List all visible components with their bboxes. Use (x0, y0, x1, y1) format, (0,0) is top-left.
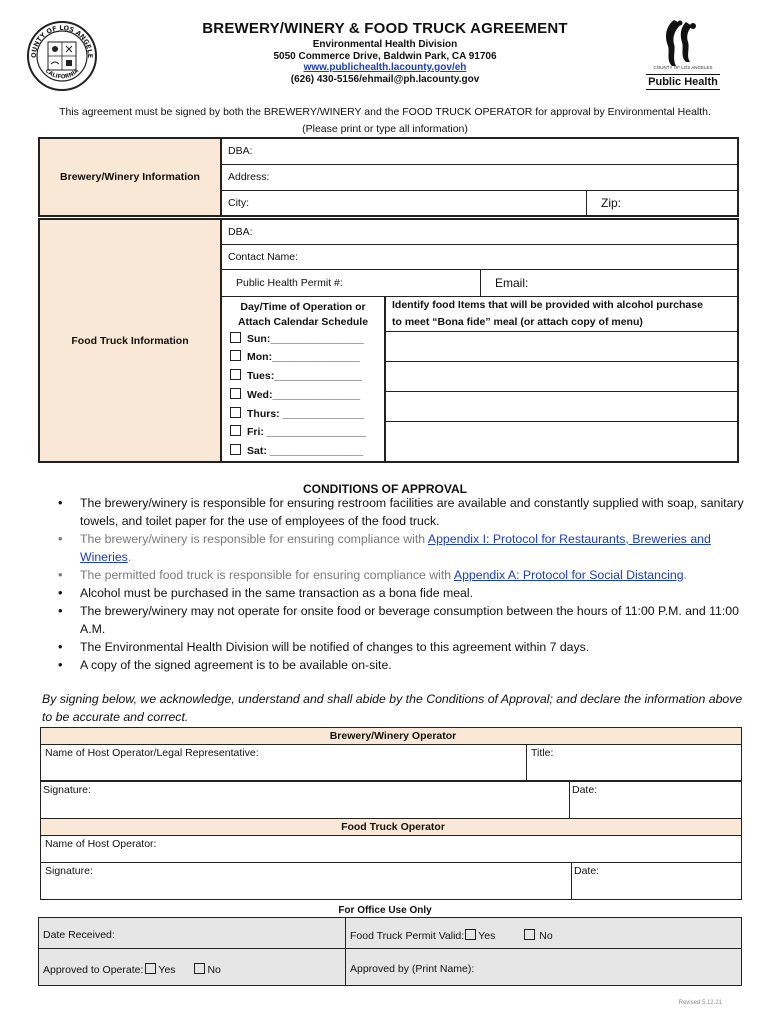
checkbox-sat[interactable] (230, 444, 241, 455)
truck-operator-signature-label: Signature: (45, 865, 93, 877)
food-truck-info-label: Food Truck Information (39, 219, 221, 462)
truck-email-field[interactable] (481, 270, 738, 296)
brewery-zip-field[interactable] (587, 190, 739, 216)
truck-operator-signature-field[interactable] (41, 863, 572, 900)
permit-valid-field (346, 918, 742, 949)
division-address: 5050 Commerce Drive, Baldwin Park, CA 91706 (273, 51, 497, 62)
truck-operator-heading: Food Truck Operator (41, 819, 742, 836)
food-items-title-line1: Identify food Items that will be provided with alcohol purchase (392, 298, 703, 311)
condition-item: • The Environmental Health Division will be notified of changes to this agreement within 7 days. (58, 638, 748, 656)
truck-contact-field[interactable] (221, 244, 738, 269)
permit-valid-no-label: No (539, 929, 553, 942)
food-item-line-3[interactable] (386, 392, 737, 422)
brewery-city-label: City: (228, 196, 249, 209)
approved-no-checkbox[interactable] (194, 963, 205, 974)
condition-item: • The brewery/winery is responsible for ensuring compliance with Appendix I: Protocol for Restaurants, Breweries and Wineries. (58, 530, 748, 566)
approved-to-operate-field (39, 949, 346, 986)
brewery-info-table (38, 137, 739, 217)
division-name: Environmental Health Division (312, 39, 458, 50)
brewery-operator-name-label: Name of Host Operator/Legal Representative: (45, 747, 259, 759)
day-wed[interactable]: Wed:_______________ (222, 386, 384, 405)
condition-item: • The brewery/winery may not operate for onsite food or beverage consumption between the hours of 11:00 P.M. and 11:00 A.M. (58, 602, 748, 638)
checkbox-wed[interactable] (230, 388, 241, 399)
truck-permit-label: Public Health Permit #: (236, 276, 343, 289)
truck-permit-field[interactable] (222, 270, 481, 296)
brewery-operator-signature-table (40, 781, 742, 819)
date-received-label: Date Received: (43, 929, 115, 941)
approved-yes-label: Yes (158, 963, 176, 976)
day-tues[interactable]: Tues:_______________ (222, 367, 384, 386)
brewery-info-label: Brewery/Winery Information (39, 138, 221, 216)
revision-date: Revised 5.12.21 (678, 1000, 722, 1006)
schedule-title-line2: Attach Calendar Schedule (237, 315, 369, 328)
intro-note: (Please print or type all information) (302, 123, 468, 135)
approved-yes-checkbox[interactable] (145, 963, 156, 974)
truck-operator-table (40, 818, 742, 900)
appendix-i-link[interactable]: Appendix I: Protocol for Restaurants, Breweries and Wineries (80, 532, 711, 564)
food-item-line-2[interactable] (386, 362, 737, 392)
approved-to-operate-label: Approved to Operate: (43, 963, 144, 976)
checkbox-mon[interactable] (230, 350, 241, 361)
truck-dba-label: DBA: (228, 225, 253, 238)
brewery-dba-field[interactable] (221, 138, 738, 164)
food-item-line-4[interactable] (386, 422, 737, 454)
food-item-line-1[interactable] (386, 332, 737, 362)
brewery-operator-signature-field[interactable] (41, 782, 570, 819)
website-link[interactable]: www.publichealth.lacounty.gov/eh (303, 62, 467, 73)
truck-operator-date-field[interactable] (572, 863, 742, 900)
brewery-address-label: Address: (228, 171, 270, 183)
intro-instruction: This agreement must be signed by both the BREWERY/WINERY and the FOOD TRUCK OPERATOR for approval by Environmental Health. (59, 106, 711, 118)
brewery-operator-date-label: Date: (572, 784, 598, 796)
office-use-table (38, 917, 742, 986)
day-mon[interactable]: Mon:_______________ (222, 348, 384, 367)
date-received-field[interactable] (39, 918, 346, 949)
condition-item: • Alcohol must be purchased in the same transaction as a bona fide meal. (58, 584, 748, 602)
brewery-operator-heading: Brewery/Winery Operator (41, 728, 742, 745)
checkbox-sun[interactable] (230, 332, 241, 343)
truck-contact-label: Contact Name: (228, 250, 299, 263)
approved-by-label: Approved by (Print Name): (350, 963, 475, 975)
office-use-title: For Office Use Only (338, 905, 432, 916)
condition-item: • The brewery/winery is responsible for ensuring restroom facilities are available and constantly supplied with soap, sanitary towels, and toilet paper for the use of employees of the food truck. (58, 494, 748, 530)
logo-text: Public Health (646, 74, 720, 90)
contact-info: (626) 430-5156/ehmail@ph.lacounty.gov (290, 74, 480, 85)
brewery-operator-title-label: Title: (531, 747, 554, 759)
truck-operator-date-label: Date: (574, 865, 600, 877)
brewery-operator-date-field[interactable] (570, 782, 742, 819)
truck-operator-name-label: Name of Host Operator: (45, 838, 157, 850)
logo-small-text: COUNTY OF LOS ANGELES (653, 65, 713, 70)
condition-item: • The permitted food truck is responsible for ensuring compliance with Appendix A: Protocol for Social Distancing. (58, 566, 748, 584)
brewery-operator-title-field[interactable] (527, 745, 742, 781)
permit-valid-no-checkbox[interactable] (524, 929, 535, 940)
truck-dba-field[interactable] (221, 219, 738, 244)
food-truck-info-table (38, 218, 739, 463)
food-items-title-line2: to meet “Bona fide” meal (or attach copy of menu) (392, 315, 643, 328)
approved-no-label: No (207, 963, 221, 976)
checkbox-thurs[interactable] (230, 407, 241, 418)
permit-valid-label: Food Truck Permit Valid: (350, 929, 465, 942)
public-health-logo (644, 16, 722, 90)
truck-email-label: Email: (495, 275, 529, 290)
brewery-city-field[interactable] (221, 190, 587, 216)
brewery-operator-signature-label: Signature: (43, 784, 91, 796)
truck-operator-name-field[interactable] (41, 836, 742, 863)
permit-valid-yes-checkbox[interactable] (465, 929, 476, 940)
day-sun[interactable]: Sun:________________ (222, 330, 384, 349)
form-title: BREWERY/WINERY & FOOD TRUCK AGREEMENT (202, 20, 568, 37)
conditions-list (58, 494, 748, 674)
day-fri[interactable]: Fri: _________________ (222, 423, 384, 442)
signing-statement: By signing below, we acknowledge, understand and shall abide by the Conditions of Approval; and declare the information above to be accurate and correct. (42, 692, 743, 724)
brewery-address-field[interactable] (221, 164, 738, 190)
brewery-operator-name-field[interactable] (41, 745, 527, 781)
food-items-header (385, 296, 738, 331)
permit-valid-yes-label: Yes (478, 929, 496, 942)
conditions-title: CONDITIONS OF APPROVAL (302, 482, 467, 496)
seal-bottom-text: CALIFORNIA (43, 68, 81, 81)
brewery-zip-label: Zip: (601, 195, 622, 210)
seal-text: OUNTY OF LOS ANGELE (29, 23, 95, 59)
condition-item: • A copy of the signed agreement is to be available on-site. (58, 656, 748, 674)
schedule-title-line1: Day/Time of Operation or (240, 300, 366, 313)
checkbox-fri[interactable] (230, 425, 241, 436)
day-sat[interactable]: Sat: ________________ (222, 442, 384, 461)
appendix-a-link[interactable]: Appendix A: Protocol for Social Distancing (453, 568, 684, 582)
schedule-column (221, 296, 385, 462)
approved-by-field[interactable] (346, 949, 742, 986)
checkbox-tues[interactable] (230, 369, 241, 380)
brewery-operator-table (40, 727, 742, 781)
day-thurs[interactable]: Thurs: ______________ (222, 405, 384, 424)
brewery-dba-label: DBA: (228, 145, 253, 158)
